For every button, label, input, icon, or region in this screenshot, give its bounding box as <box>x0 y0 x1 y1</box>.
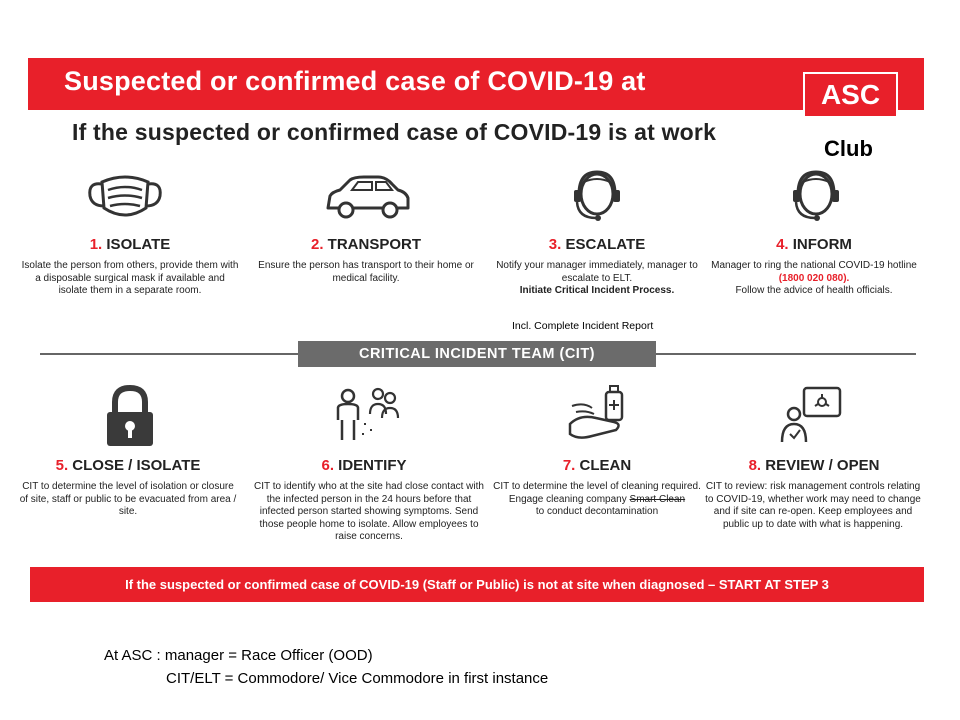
step-8-text: CIT to review: risk management controls relating to COVID-19, whether work may need to change and if site can re-open. Keep employees and public up to date with what is happening. <box>705 481 921 530</box>
padlock-icon <box>85 384 175 450</box>
car-icon <box>322 168 412 228</box>
step-5-text: CIT to determine the level of isolation or closure of site, staff or public to be evacuated from area / site. <box>19 481 237 517</box>
step-3-title: 3. ESCALATE <box>548 236 646 253</box>
step-1 <box>80 168 170 233</box>
asc-badge: ASC <box>803 72 898 118</box>
step-5 <box>85 384 175 455</box>
step-3-text: Notify your manager immediately, manager to escalate to ELT. Initiate Critical Incident Process. <box>496 260 698 296</box>
step-2-text: Ensure the person has transport to their home or medical facility. <box>258 260 474 284</box>
step-4 <box>771 168 861 233</box>
step-8-title: 8. REVIEW / OPEN <box>748 457 880 474</box>
incident-report-note: Incl. Complete Incident Report <box>512 320 654 332</box>
page-title: Suspected or confirmed case of COVID-19 at <box>64 66 646 96</box>
step-7-title: 7. CLEAN <box>562 457 632 474</box>
footer-note-2: CIT/ELT = Commodore/ Vice Commodore in first instance <box>166 670 549 687</box>
footer-note-1: At ASC : manager = Race Officer (OOD) <box>104 647 373 664</box>
step-6 <box>320 384 410 455</box>
page-subtitle: If the suspected or confirmed case of COVID-19 is at work <box>72 119 717 145</box>
step-6-title: 6. IDENTIFY <box>321 457 407 474</box>
step-5-title: 5. CLOSE / ISOLATE <box>55 457 201 474</box>
step-4-text: Manager to ring the national COVID-19 hotline (1800 020 080). Follow the advice of health officials. <box>711 260 917 296</box>
step-6-text: CIT to identify who at the site had close contact with the infected person in the 24 hours before that infected person started showing symptoms. Send those people home to isolate. Allow employees to raise concerns. <box>254 481 484 542</box>
cit-label: CRITICAL INCIDENT TEAM (CIT) <box>298 341 656 367</box>
step-1-text: Isolate the person from others, provide them with a disposable surgical mask if available and isolate them in a separate room. <box>21 260 239 296</box>
cleaning-hand-icon <box>552 384 642 450</box>
people-group-icon <box>320 384 410 450</box>
step-2-title: 2. TRANSPORT <box>310 236 422 253</box>
step-2 <box>322 168 412 233</box>
headset-person-icon <box>771 168 861 228</box>
headset-person-icon <box>552 168 642 228</box>
bottom-banner: If the suspected or confirmed case of COVID-19 (Staff or Public) is not at site when diagnosed – START AT STEP 3 <box>30 567 924 602</box>
step-4-title: 4. INFORM <box>776 236 852 253</box>
step-7-text: CIT to determine the level of cleaning required. Engage cleaning company Smart Clean to conduct decontamination <box>493 481 701 517</box>
club-label: Club <box>824 136 873 161</box>
step-1-title: 1. ISOLATE <box>89 236 171 253</box>
step-3 <box>552 168 642 233</box>
face-mask-icon <box>80 168 170 228</box>
biohazard-review-icon <box>768 384 858 450</box>
step-7 <box>552 384 642 455</box>
step-8 <box>768 384 858 455</box>
